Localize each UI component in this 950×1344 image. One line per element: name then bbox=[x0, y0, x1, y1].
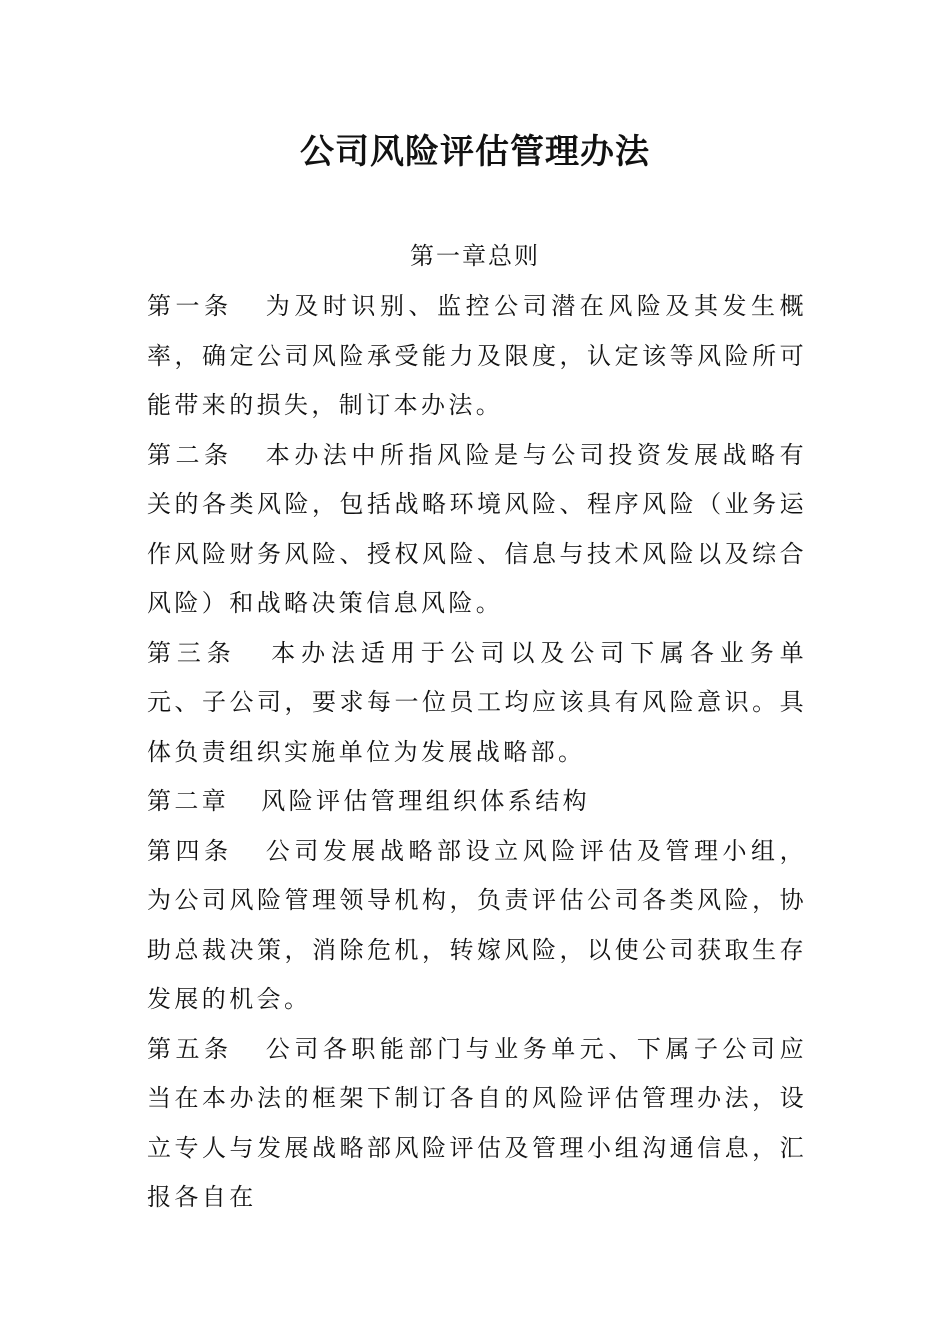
article-1 bbox=[147, 282, 807, 431]
article-label: 第二条 bbox=[147, 440, 233, 469]
article-3 bbox=[147, 629, 807, 778]
chapter-heading-2 bbox=[147, 777, 807, 827]
article-label: 第一条 bbox=[147, 292, 233, 320]
chapter-title: 风险评估管理组织体系结构 bbox=[261, 787, 591, 815]
article-label: 第五条 bbox=[147, 1034, 233, 1063]
document-title: 公司风险评估管理办法 bbox=[300, 132, 650, 172]
article-4 bbox=[147, 827, 807, 1025]
article-text: 本办法适用于公司以及公司下属各业务单元、子公司，要求每一位员工均应该具有风险意识。具体负责组织实施单位为发展战略部。 bbox=[147, 638, 807, 766]
article-text: 公司各职能部门与业务单元、下属子公司应当在本办法的框架下制订各自的风险评估管理办法，设立专人与发展战略部风险评估及管理小组沟通信息，汇报各自在 bbox=[147, 1034, 807, 1211]
article-text: 公司发展战略部设立风险评估及管理小组，为公司风险管理领导机构，负责评估公司各类风险，协助总裁决策，消除危机，转嫁风险，以使公司获取生存发展的机会。 bbox=[147, 836, 807, 1013]
article-label: 第三条 bbox=[147, 638, 237, 667]
chapter-label: 第二章 bbox=[147, 787, 230, 815]
article-text: 为及时识别、监控公司潜在风险及其发生概率，确定公司风险承受能力及限度，认定该等风险所可能带来的损失，制订本办法。 bbox=[147, 292, 807, 419]
article-5 bbox=[147, 1025, 807, 1223]
article-2 bbox=[147, 431, 807, 629]
chapter-heading-1: 第一章总则 bbox=[410, 242, 540, 270]
article-label: 第四条 bbox=[147, 836, 233, 865]
article-text: 本办法中所指风险是与公司投资发展战略有关的各类风险，包括战略环境风险、程序风险（业务运作风险财务风险、授权风险、信息与技术风险以及综合风险）和战略决策信息风险。 bbox=[147, 440, 807, 617]
document-body bbox=[147, 282, 807, 1223]
